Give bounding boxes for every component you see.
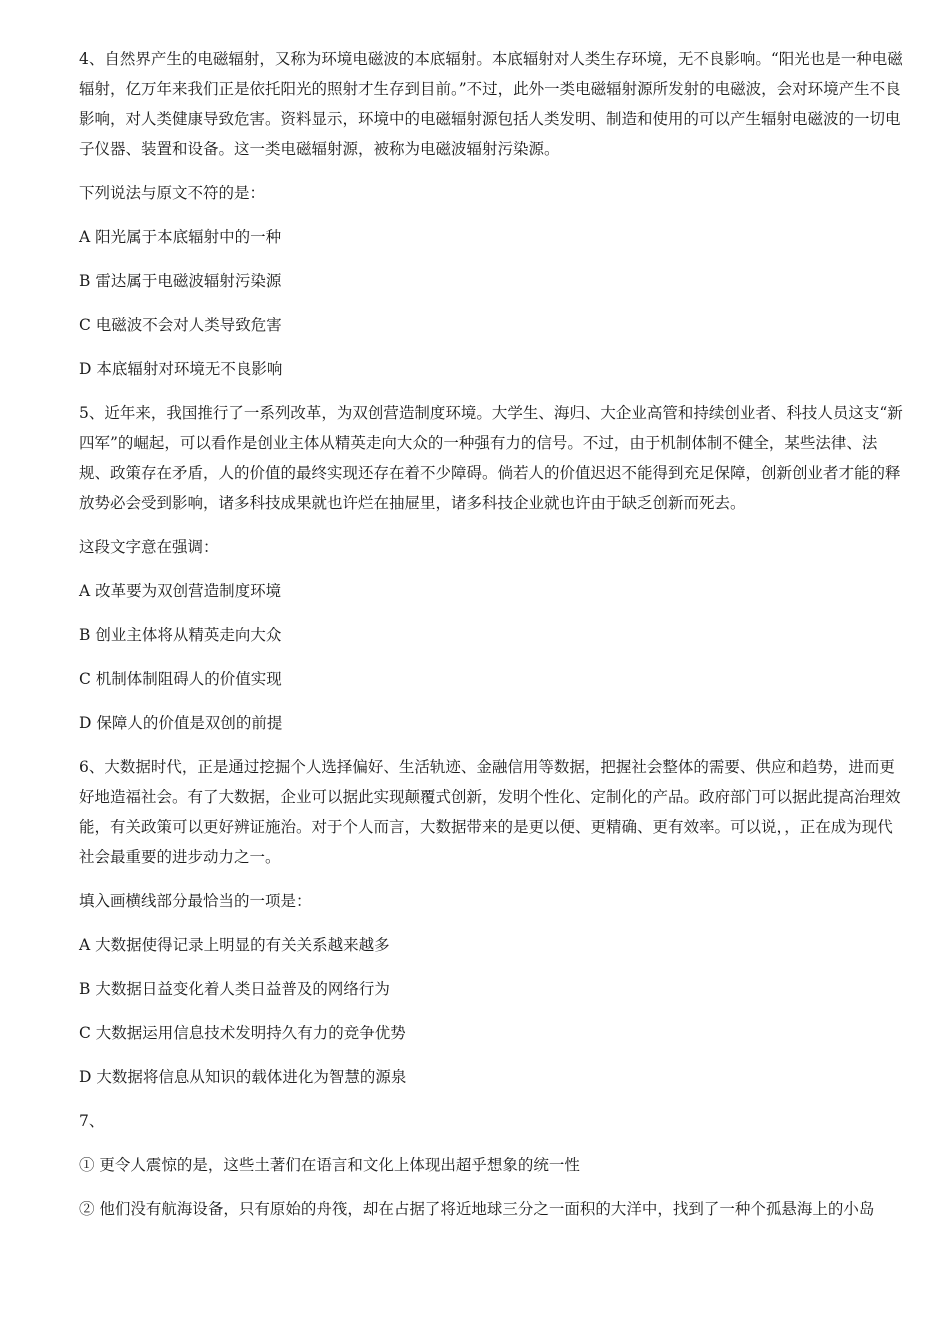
q4-option-c: C 电磁波不会对人类导致危害 — [79, 316, 282, 334]
q6-option-d: D 大数据将信息从知识的载体进化为智慧的源泉 — [79, 1068, 407, 1086]
q6-option-b: B 大数据日益变化着人类日益普及的网络行为 — [79, 980, 390, 998]
question-6 — [79, 752, 907, 872]
q4-option-a: A 阳光属于本底辐射中的一种 — [79, 228, 282, 246]
q7-item-2: ② 他们没有航海设备，只有原始的舟筏，却在占据了将近地球三分之一面积的大洋中，找到了一种个孤悬海上的小岛 — [79, 1200, 875, 1218]
document-page — [79, 44, 907, 1224]
question-4 — [79, 44, 907, 164]
q6-option-a: A 大数据使得记录上明显的有关关系越来越多 — [79, 936, 390, 954]
q5-option-c: C 机制体制阻碍人的价值实现 — [79, 670, 282, 688]
q6-option-c: C 大数据运用信息技术发明持久有力的竞争优势 — [79, 1024, 406, 1042]
q7-number: 7、 — [79, 1112, 105, 1130]
q7-item-1: ① 更令人震惊的是，这些土著们在语言和文化上体现出超乎想象的统一性 — [79, 1156, 580, 1174]
q5-option-d: D 保障人的价值是双创的前提 — [79, 714, 283, 732]
q5-prompt: 这段文字意在强调： — [79, 538, 219, 556]
q6-passage: 6、大数据时代，正是通过挖掘个人选择偏好、生活轨迹、金融信用等数据，把握社会整体的需要、供应和趋势，进而更好地造福社会。有了大数据，企业可以据此实现颠覆式创新，发明个性化、定制化的产品。政府部门可以据此提高治理效能，有关政策可以更好辨证施治。对于个人而言，大数据带来的是更以便、更精确、更有效率。可以说，，正在成为现代社会最重要的进步动力之一。 — [79, 758, 901, 866]
q5-option-a: A 改革要为双创营造制度环境 — [79, 582, 282, 600]
q5-passage: 5、近年来，我国推行了一系列改革，为双创营造制度环境。大学生、海归、大企业高管和持续创业者、科技人员这支“新四军”的崛起，可以看作是创业主体从精英走向大众的一种强有力的信号。不过，由于机制体制不健全，某些法律、法规、政策存在矛盾，人的价值的最终实现还存在着不少障碍。倘若人的价值迟迟不能得到充足保障，创新创业者才能的释放势必会受到影响，诸多科技成果就也许烂在抽屉里，诸多科技企业就也许由于缺乏创新而死去。 — [79, 404, 903, 512]
q4-prompt: 下列说法与原文不符的是： — [79, 184, 266, 202]
q5-option-b: B 创业主体将从精英走向大众 — [79, 626, 282, 644]
q4-passage: 4、自然界产生的电磁辐射，又称为环境电磁波的本底辐射。本底辐射对人类生存环境，无不良影响。“阳光也是一种电磁辐射，亿万年来我们正是依托阳光的照射才生存到目前。”不过，此外一类电磁辐射源所发射的电磁波，会对环境产生不良影响，对人类健康导致危害。资料显示，环境中的电磁辐射源包括人类发明、制造和使用的可以产生辐射电磁波的一切电子仪器、装置和设备。这一类电磁辐射源，被称为电磁波辐射污染源。 — [79, 50, 903, 158]
q6-prompt: 填入画横线部分最恰当的一项是： — [79, 892, 312, 910]
q4-option-d: D 本底辐射对环境无不良影响 — [79, 360, 283, 378]
question-5 — [79, 398, 907, 518]
q4-option-b: B 雷达属于电磁波辐射污染源 — [79, 272, 282, 290]
